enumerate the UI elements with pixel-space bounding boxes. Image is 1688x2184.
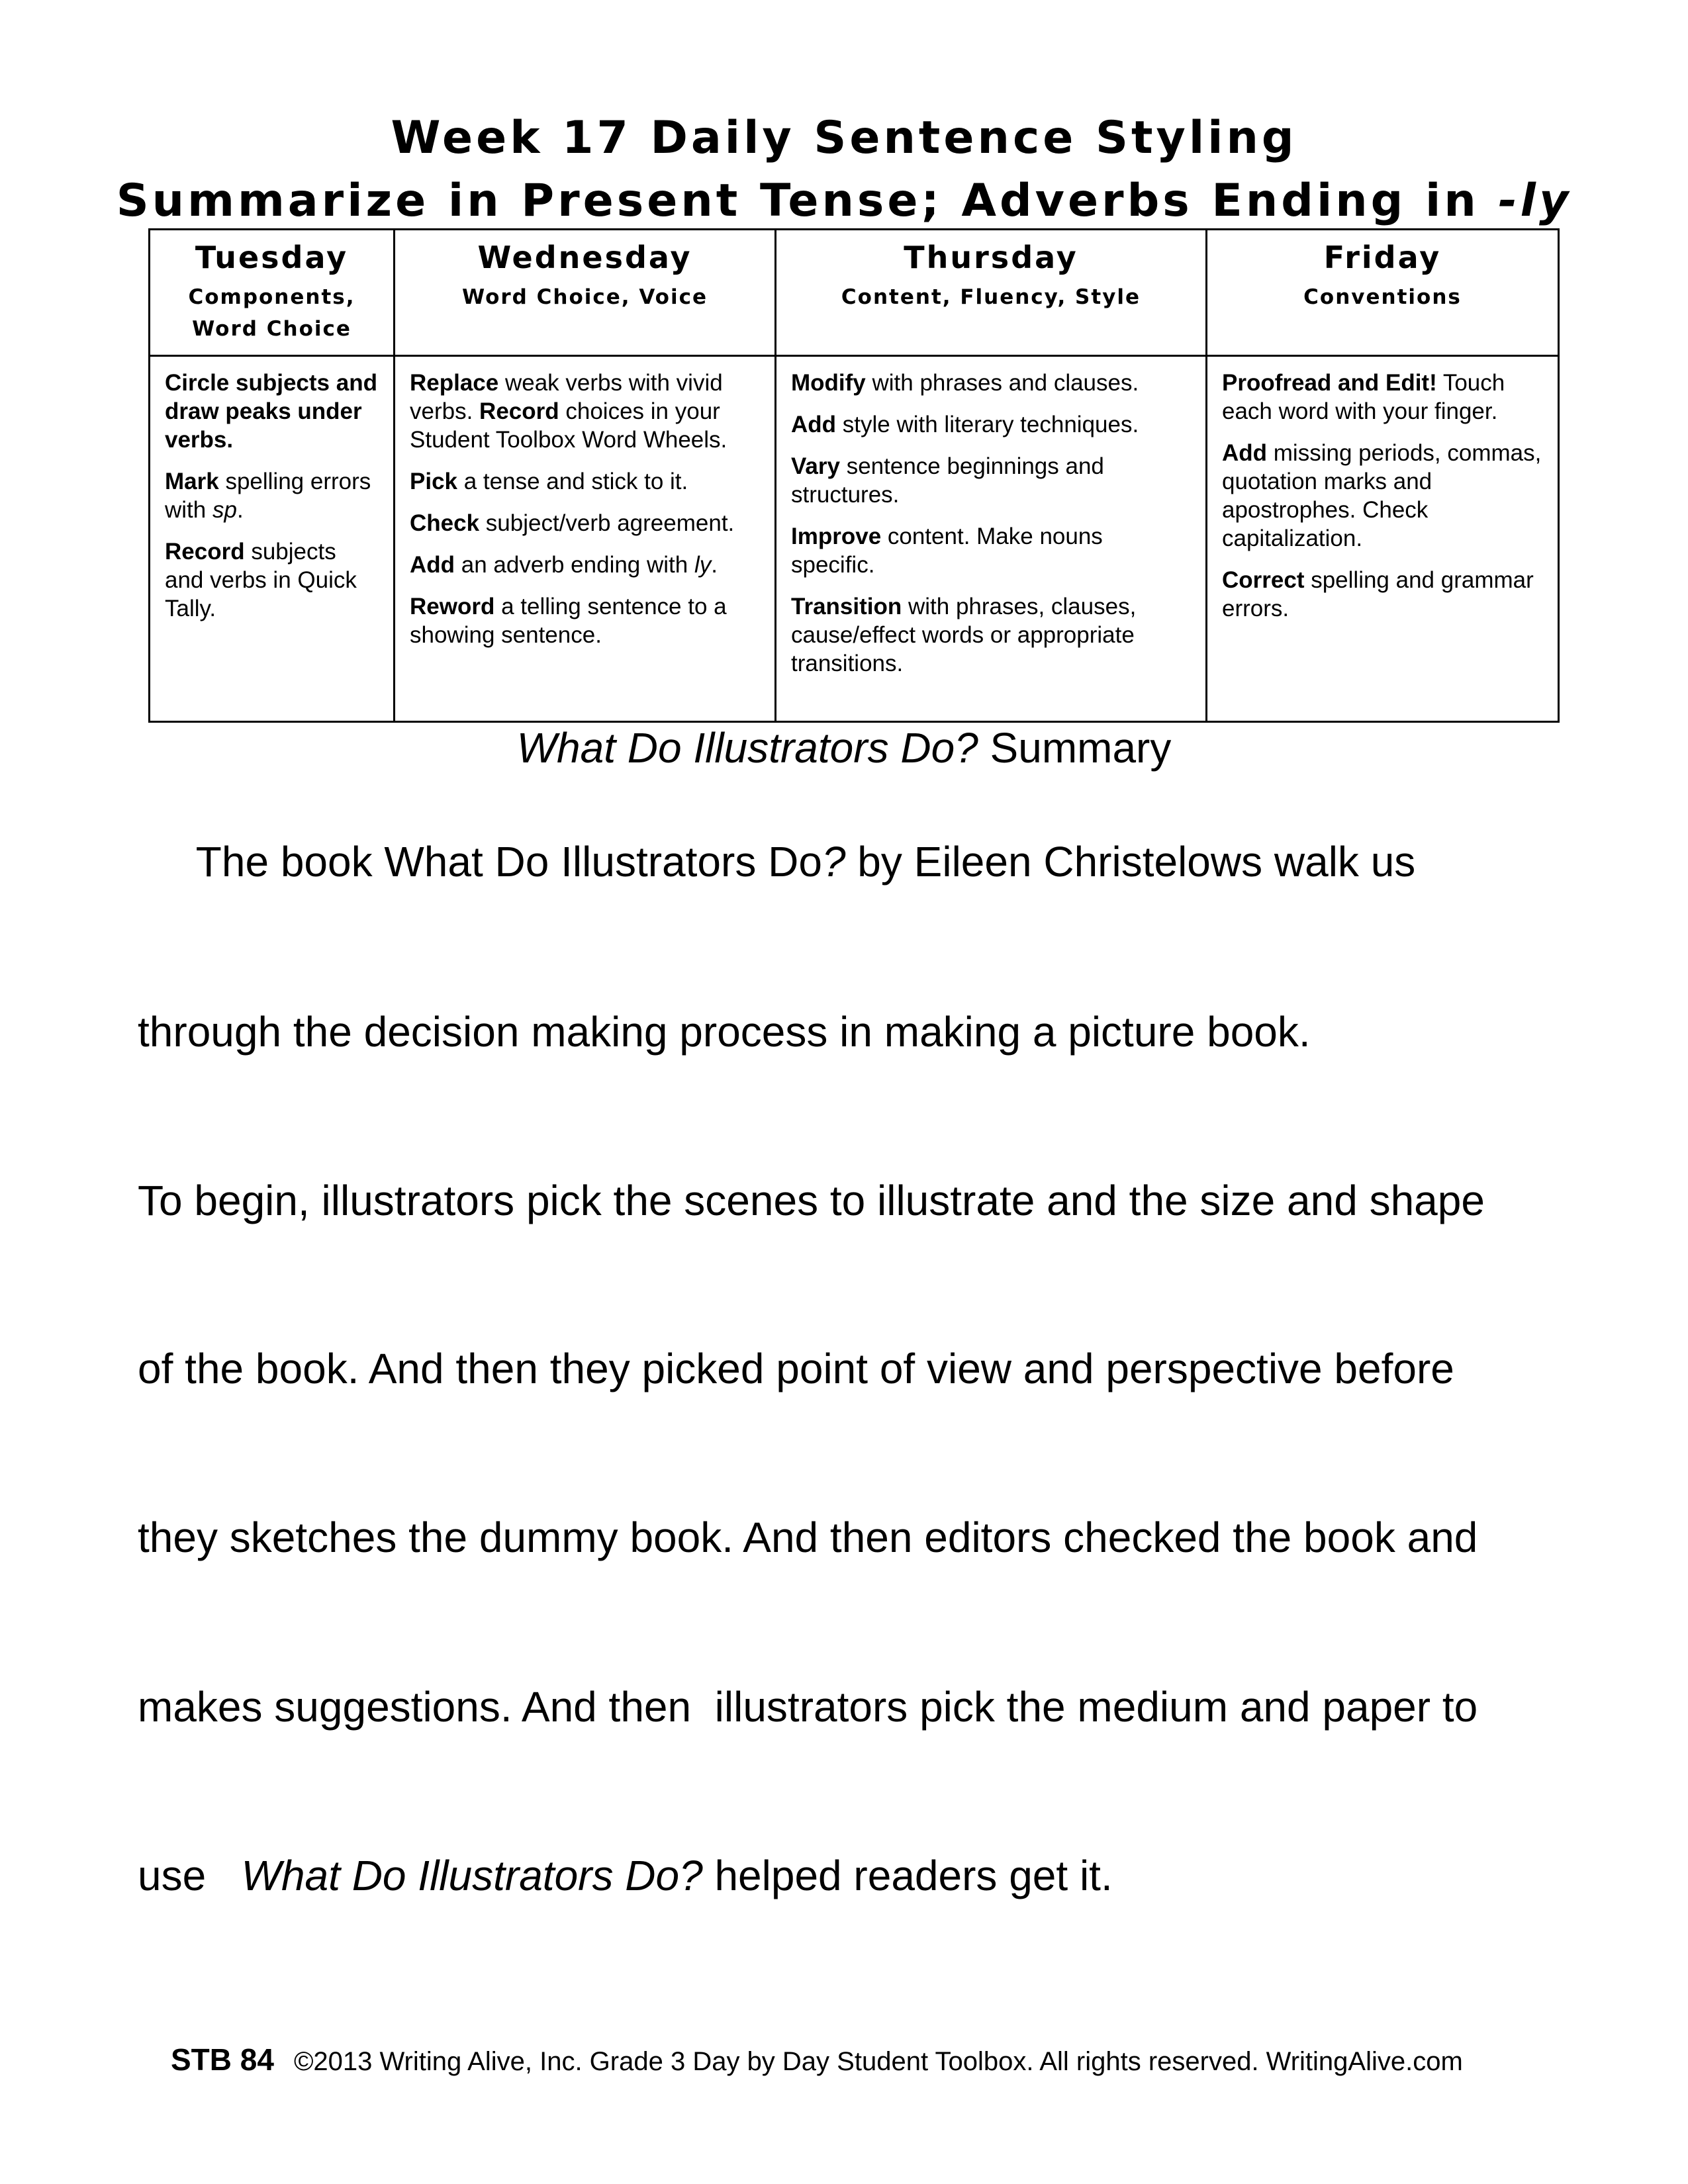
instruction-keyword: Modify xyxy=(791,370,866,396)
instruction-text: with phrases, clauses, cause/effect words or appropriate transitions. xyxy=(791,594,1137,676)
summary-line xyxy=(138,1179,1594,1222)
day-name: Tuesday xyxy=(195,240,349,275)
instruction-item xyxy=(410,369,761,454)
instruction-keyword: Record xyxy=(165,539,245,565)
instruction-item xyxy=(791,410,1192,439)
instruction-item xyxy=(165,369,380,454)
instruction-text: a telling sentence to a showing sentence. xyxy=(410,594,727,648)
instruction-item xyxy=(791,452,1192,509)
instruction-text: missing periods, commas, quotation marks and apostrophes. Check capitalization. xyxy=(1222,440,1542,551)
column-header xyxy=(395,230,776,357)
instruction-text: style with literary techniques. xyxy=(836,412,1139,437)
instruction-text: sentence beginnings and structures. xyxy=(791,453,1104,508)
column-body xyxy=(776,357,1207,721)
instruction-keyword: Record xyxy=(479,398,559,424)
instruction-item xyxy=(410,592,761,649)
column-header xyxy=(776,230,1207,357)
day-focus: Word Choice, Voice xyxy=(462,285,708,310)
column-header xyxy=(150,230,395,357)
instruction-text: . xyxy=(711,552,718,578)
summary-title-rest: Summary xyxy=(978,724,1172,772)
summary-italic: What Do Illustrators Do? xyxy=(241,1852,703,1899)
summary-text: The book What Do Illustrators Do xyxy=(138,838,822,886)
instruction-keyword: Add xyxy=(791,412,837,437)
summary-line xyxy=(138,1683,1594,1731)
instruction-keyword: Pick xyxy=(410,469,457,494)
instruction-text: spelling and grammar errors. xyxy=(1222,567,1534,621)
instruction-keyword: Improve xyxy=(791,523,882,549)
instruction-item xyxy=(165,537,380,623)
day-focus: Components, Word Choice xyxy=(188,285,355,341)
day-name: Friday xyxy=(1323,240,1442,275)
summary-text: of the book. And then they picked point of view and perspective before xyxy=(138,1345,1454,1392)
page-subtitle xyxy=(0,175,1688,227)
schedule-table xyxy=(148,228,1560,723)
summary-line xyxy=(138,838,1594,886)
instruction-text: choices in your Student Toolbox Word Wheels. xyxy=(410,398,727,453)
instruction-keyword: Replace xyxy=(410,370,499,396)
summary-text: helped readers get it. xyxy=(702,1852,1113,1899)
column-body xyxy=(150,357,395,721)
subtitle-suffix: -ly xyxy=(1498,175,1572,227)
instruction-keyword: Transition xyxy=(791,594,902,619)
column-body xyxy=(395,357,776,721)
instruction-text: with phrases and clauses. xyxy=(865,370,1139,396)
instruction-item xyxy=(791,592,1192,678)
instruction-keyword: Add xyxy=(410,552,455,578)
instruction-item xyxy=(1222,566,1544,623)
instruction-text: Touch each word with your finger. xyxy=(1222,370,1505,424)
summary-line xyxy=(138,1008,1594,1056)
instruction-item xyxy=(410,509,761,537)
page-label: STB 84 xyxy=(171,2042,274,2077)
instruction-text: subjects and verbs in Quick Tally. xyxy=(165,539,357,621)
instruction-keyword: Add xyxy=(1222,440,1268,466)
instruction-keyword: Vary xyxy=(791,453,840,479)
summary-italic: ? xyxy=(821,838,846,886)
summary-line xyxy=(138,1516,1594,1559)
day-focus: Conventions xyxy=(1303,285,1462,310)
summary-text: by Eileen Christelows walk us xyxy=(845,838,1416,886)
instruction-text: an adverb ending with xyxy=(455,552,694,578)
summary-text: To begin, illustrators pick the scenes to illustrate and the size and shape xyxy=(138,1177,1485,1224)
instruction-keyword: Proofread and Edit! xyxy=(1222,370,1437,396)
summary-text: use xyxy=(138,1852,242,1899)
instruction-item xyxy=(1222,439,1544,553)
summary-line xyxy=(138,1347,1594,1390)
summary-text: they sketches the dummy book. And then editors checked the book and xyxy=(138,1514,1478,1561)
instruction-item xyxy=(791,522,1192,579)
summary-text: makes suggestions. And then illustrators pick the medium and paper to xyxy=(138,1683,1478,1731)
instruction-keyword: Correct xyxy=(1222,567,1305,593)
instruction-keyword: Reword xyxy=(410,594,495,619)
instruction-keyword: Check xyxy=(410,510,480,536)
instruction-text: . xyxy=(236,497,244,523)
copyright-text: ©2013 Writing Alive, Inc. Grade 3 Day by Day Student Toolbox. All rights reserved. WritingAlive.com xyxy=(293,2047,1463,2076)
instruction-item xyxy=(791,369,1192,397)
instruction-keyword: Circle subjects and draw peaks under verbs. xyxy=(165,370,377,453)
subtitle-text: Summarize in Present Tense; Adverbs Ending in xyxy=(116,175,1499,227)
column-header xyxy=(1207,230,1558,357)
page-title: Week 17 Daily Sentence Styling xyxy=(391,112,1297,164)
column-body xyxy=(1207,357,1558,721)
summary-book-title: What Do Illustrators Do? xyxy=(516,724,978,772)
instruction-text: content. Make nouns specific. xyxy=(791,523,1103,578)
summary-title xyxy=(0,721,1688,774)
day-name: Wednesday xyxy=(477,240,692,275)
instruction-item xyxy=(410,551,761,579)
instruction-text: weak verbs with vivid verbs. xyxy=(410,370,723,424)
page-footer xyxy=(171,2042,1463,2077)
instruction-text: spelling errors with xyxy=(165,469,371,523)
instruction-italic: ly xyxy=(694,552,712,578)
day-focus: Content, Fluency, Style xyxy=(841,285,1141,310)
instruction-italic: sp xyxy=(212,497,237,523)
instruction-text: subject/verb agreement. xyxy=(479,510,735,536)
instruction-item xyxy=(1222,369,1544,426)
instruction-item xyxy=(410,467,761,496)
summary-line xyxy=(138,1854,1594,1897)
instruction-item xyxy=(165,467,380,524)
summary-text: through the decision making process in making a picture book. xyxy=(138,1008,1311,1056)
day-name: Thursday xyxy=(904,240,1078,275)
instruction-text: a tense and stick to it. xyxy=(457,469,688,494)
instruction-keyword: Mark xyxy=(165,469,219,494)
